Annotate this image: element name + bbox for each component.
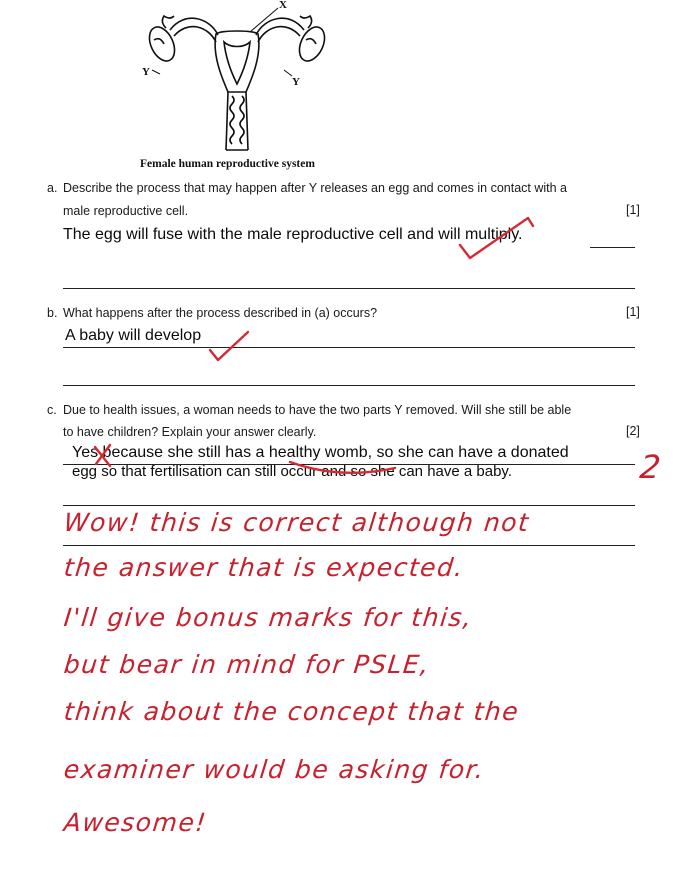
question-a-text-line2: male reproductive cell. [63, 204, 189, 218]
label-y-left: Y [142, 66, 150, 78]
question-c-text-line2: to have children? Explain your answer clearly. [63, 425, 317, 439]
question-c-score: 2 [638, 448, 664, 486]
question-a-answer: The egg will fuse with the male reproductive cell and will multiply. [63, 226, 523, 243]
reproductive-system-diagram [130, 0, 360, 160]
teacher-comment-line2: the answer that is expected. [62, 553, 466, 582]
question-c-prefix: c. [47, 403, 57, 417]
uterus-drawing [130, 0, 360, 160]
question-b-text: What happens after the process described in (a) occurs? [63, 306, 378, 320]
tick-mark-icon [210, 332, 248, 360]
teacher-comment-line1: Wow! this is correct although not [62, 508, 532, 537]
answer-line [63, 505, 635, 506]
question-c-text-line1: Due to health issues, a woman needs to have the two parts Y removed. Will she still be able [63, 403, 572, 417]
label-x: X [279, 0, 287, 11]
question-a-mark: [1] [626, 203, 640, 217]
question-c-answer-line2: egg so that fertilisation can still occur and so she can have a baby. [72, 463, 512, 480]
teacher-comment-line4: but bear in mind for PSLE, [62, 650, 432, 679]
question-b-prefix: b. [47, 306, 58, 320]
question-b-answer: A baby will develop [65, 327, 202, 344]
question-b-mark: [1] [626, 305, 640, 319]
answer-line [63, 464, 635, 465]
question-c-answer-line1: Yes because she still has a healthy womb, so she can have a donated [72, 444, 569, 461]
answer-line [63, 288, 635, 289]
answer-line [63, 385, 635, 386]
teacher-comment-line7: Awesome! [62, 808, 209, 837]
answer-line [590, 247, 635, 248]
teacher-comment-line6: examiner would be asking for. [62, 755, 487, 784]
teacher-comment-line3: I'll give bonus marks for this, [62, 603, 475, 632]
answer-line [63, 545, 635, 546]
question-a-prefix: a. [47, 181, 58, 195]
label-y-right: Y [292, 76, 300, 88]
teacher-comment-line5: think about the concept that the [62, 697, 521, 726]
diagram-caption: Female human reproductive system [140, 158, 315, 170]
question-a-text-line1: Describe the process that may happen after Y releases an egg and comes in contact with a [63, 181, 567, 195]
answer-line [63, 347, 635, 348]
question-c-mark: [2] [626, 424, 640, 438]
